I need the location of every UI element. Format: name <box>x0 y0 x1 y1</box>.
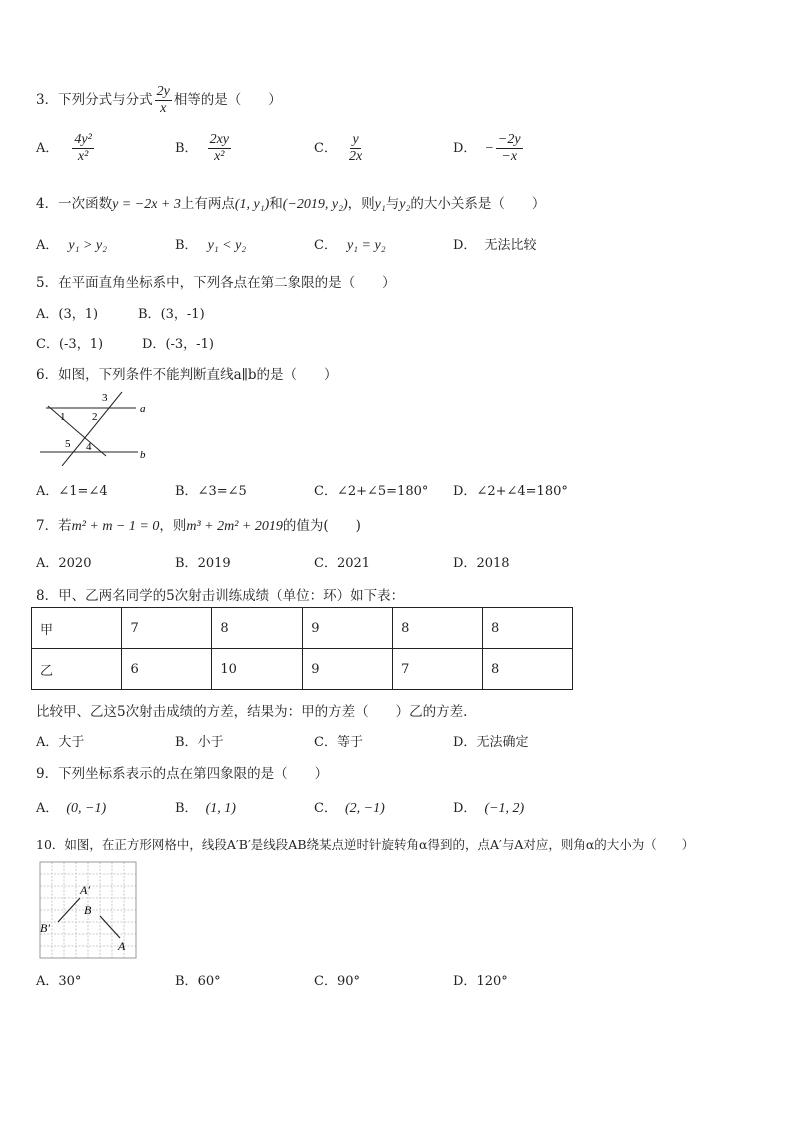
q9-stem: 9．下列坐标系表示的点在第四象限的是（ ） <box>36 766 329 782</box>
label-b-prime: B′ <box>40 921 50 935</box>
angle-1-label: 1 <box>60 411 66 423</box>
table-row <box>32 608 573 649</box>
q3-option-c[interactable]: C． $\frac{y}{2x}$ <box>314 132 363 164</box>
angle-2-label: 2 <box>92 411 98 423</box>
table-row <box>32 649 573 690</box>
q4-option-c[interactable]: C． y₁ = y₂ <box>314 238 386 253</box>
q10-option-c[interactable]: C．90° <box>314 974 360 989</box>
table-cell: 8 <box>212 608 303 649</box>
table-cell: 8 <box>483 649 573 690</box>
q7-option-b[interactable]: B．2019 <box>175 556 231 571</box>
angle-4-label: 4 <box>86 441 92 453</box>
label-b: b <box>140 449 146 461</box>
q6-option-b[interactable]: B．∠3=∠5 <box>175 484 247 499</box>
label-a-prime: A′ <box>80 883 90 897</box>
q4-option-d[interactable]: D． 无法比较 <box>453 238 537 253</box>
q8-option-d[interactable]: D．无法确定 <box>453 735 529 750</box>
q3-stem-tail: 相等的是（ ） <box>173 92 282 108</box>
q10-option-a[interactable]: A．30° <box>36 974 82 989</box>
q8-stem-2: 比较甲、乙这5次射击成绩的方差，结果为：甲的方差（ ）乙的方差. <box>36 704 468 720</box>
q9-option-d[interactable]: D． (−1, 2) <box>453 801 525 816</box>
q4-function-expr: y = −2x + 3 <box>112 197 181 212</box>
q5-option-d[interactable]: D．(-3，-1) <box>142 337 214 352</box>
q9-option-b[interactable]: B． (1, 1) <box>175 801 236 816</box>
table-cell: 乙 <box>32 649 122 690</box>
table-cell: 6 <box>122 649 212 690</box>
q6-stem: 6．如图，下列条件不能判断直线a∥b的是（ ） <box>36 367 338 383</box>
q7-stem: 7．若m² + m − 1 = 0，则m³ + 2m² + 2019的值为( ) <box>36 518 361 534</box>
q7-condition: m² + m − 1 = 0 <box>71 519 160 534</box>
table-cell: 10 <box>212 649 303 690</box>
segment-ab <box>100 916 120 938</box>
table-cell: 9 <box>303 608 393 649</box>
q7-option-d[interactable]: D．2018 <box>453 556 510 571</box>
table-cell: 7 <box>122 608 212 649</box>
q4-option-b[interactable]: B． y₁ < y₂ <box>175 238 247 253</box>
q8-score-table <box>31 607 573 690</box>
table-cell: 7 <box>393 649 483 690</box>
q7-option-a[interactable]: A．2020 <box>36 556 92 571</box>
angle-5-label: 5 <box>65 438 71 450</box>
q3-option-d[interactable]: D． − $\frac{-2y}{-x}$ <box>453 132 521 164</box>
q3-option-b[interactable]: B． $\frac{2xy}{\text{x²}}$ <box>175 132 229 164</box>
q6-option-a[interactable]: A．∠1=∠4 <box>36 484 108 499</box>
q4-option-a[interactable]: A． y₁ > y₂ <box>36 238 107 253</box>
q7-expression: m³ + 2m² + 2019 <box>186 519 283 534</box>
q6-option-d[interactable]: D．∠2+∠4=180° <box>453 484 568 499</box>
q8-stem: 8．甲、乙两名同学的5次射击训练成绩（单位：环）如下表： <box>36 588 405 604</box>
q3-stem-fraction: $\frac{2y}{x}$ <box>156 84 170 116</box>
q8-option-b[interactable]: B．小于 <box>175 735 224 750</box>
table-cell: 甲 <box>32 608 122 649</box>
q10-option-b[interactable]: B．60° <box>175 974 221 989</box>
table-cell: 8 <box>393 608 483 649</box>
q10-option-d[interactable]: D．120° <box>453 974 508 989</box>
q5-option-a[interactable]: A．(3，1) <box>36 307 99 322</box>
q10-stem: 10．如图，在正方形网格中，线段A′B′是线段AB绕某点逆时针旋转角α得到的，点A′与A对应，则角α的大小为（ ） <box>36 837 695 852</box>
q3-stem <box>36 84 282 117</box>
q10-grid-figure <box>36 858 140 960</box>
q4-stem: 4．一次函数y = −2x + 3上有两点(1, y₁)和(−2019, y₂)，则y₁与y₂的大小关系是（ ） <box>36 196 546 212</box>
q3-stem-text: 3．下列分式与分式 <box>36 92 153 108</box>
q7-option-c[interactable]: C．2021 <box>314 556 371 571</box>
label-a: a <box>140 403 146 415</box>
q9-option-a[interactable]: A． (0, −1) <box>36 801 107 816</box>
q8-option-a[interactable]: A．大于 <box>36 735 85 750</box>
q8-option-c[interactable]: C．等于 <box>314 735 363 750</box>
label-b: B <box>84 903 92 917</box>
q3-option-a[interactable]: A． $\frac{\text{4y²}}{\text{x²}}$ <box>36 132 92 164</box>
table-cell: 8 <box>483 608 573 649</box>
q9-option-c[interactable]: C． (2, −1) <box>314 801 385 816</box>
label-a: A <box>118 939 126 953</box>
q5-option-c[interactable]: C．(-3，1) <box>36 337 104 352</box>
q5-stem: 5．在平面直角坐标系中，下列各点在第二象限的是（ ） <box>36 275 396 291</box>
table-cell: 9 <box>303 649 393 690</box>
angle-3-label: 3 <box>102 392 108 404</box>
q6-option-c[interactable]: C．∠2+∠5=180° <box>314 484 429 499</box>
transversal-1 <box>62 392 122 466</box>
q5-option-b[interactable]: B．(3，-1) <box>138 307 205 322</box>
q6-parallel-lines-figure <box>36 388 166 466</box>
